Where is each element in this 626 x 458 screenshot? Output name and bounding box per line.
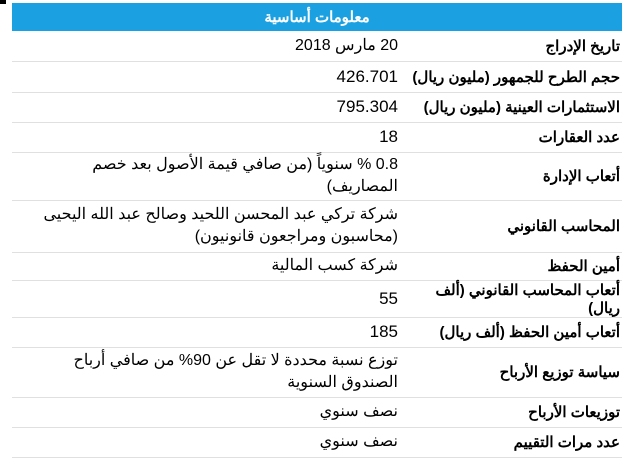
row-label: سياسة توزيع الأرباح [402, 347, 622, 397]
table-title: معلومات أساسية [264, 9, 370, 26]
row-value: شركة كسب المالية [12, 252, 402, 280]
row-value: 795.304 [12, 92, 402, 122]
table-row [12, 152, 622, 200]
row-label: حجم الطرح للجمهور (مليون ريال) [402, 61, 622, 92]
table-row [12, 397, 622, 427]
row-label: عدد مرات التقييم [402, 427, 622, 457]
row-value: 0.8 % سنوياً (من صافي قيمة الأصول بعد خصم المصاريف) [12, 152, 402, 200]
table-row [12, 61, 622, 92]
table-row [12, 317, 622, 347]
row-value: 185 [12, 317, 402, 347]
table-row [12, 280, 622, 317]
row-value: 20 مارس 2018 [12, 31, 402, 61]
row-label: أمين الحفظ [402, 252, 622, 280]
table-row [12, 92, 622, 122]
row-value: نصف سنوي [12, 397, 402, 427]
row-value: 426.701 [12, 61, 402, 92]
row-value: نصف سنوي [12, 427, 402, 457]
row-label: أتعاب أمين الحفظ (ألف ريال) [402, 317, 622, 347]
table-row [12, 122, 622, 152]
table-row [12, 347, 622, 397]
table-header [12, 3, 622, 31]
row-label: أتعاب المحاسب القانوني (ألف ريال) [402, 280, 622, 317]
row-value: 18 [12, 122, 402, 152]
basic-info-table [12, 3, 622, 458]
row-label: الاستثمارات العينية (مليون ريال) [402, 92, 622, 122]
table-row [12, 252, 622, 280]
row-label: أتعاب الإدارة [402, 152, 622, 200]
row-label: تاريخ الإدراج [402, 31, 622, 61]
corner-mark [0, 0, 6, 4]
row-label: توزيعات الأرباح [402, 397, 622, 427]
row-label: المحاسب القانوني [402, 200, 622, 252]
row-value: توزع نسبة محددة لا تقل عن 90% من صافي أرباح الصندوق السنوية [12, 347, 402, 397]
info-rows [12, 31, 622, 458]
row-value: شركة تركي عبد المحسن اللحيد وصالح عبد الله اليحيى (محاسبون ومراجعون قانونيون) [12, 200, 402, 252]
table-row [12, 31, 622, 61]
table-row [12, 427, 622, 457]
table-row [12, 200, 622, 252]
row-label: عدد العقارات [402, 122, 622, 152]
row-value: 55 [12, 280, 402, 317]
